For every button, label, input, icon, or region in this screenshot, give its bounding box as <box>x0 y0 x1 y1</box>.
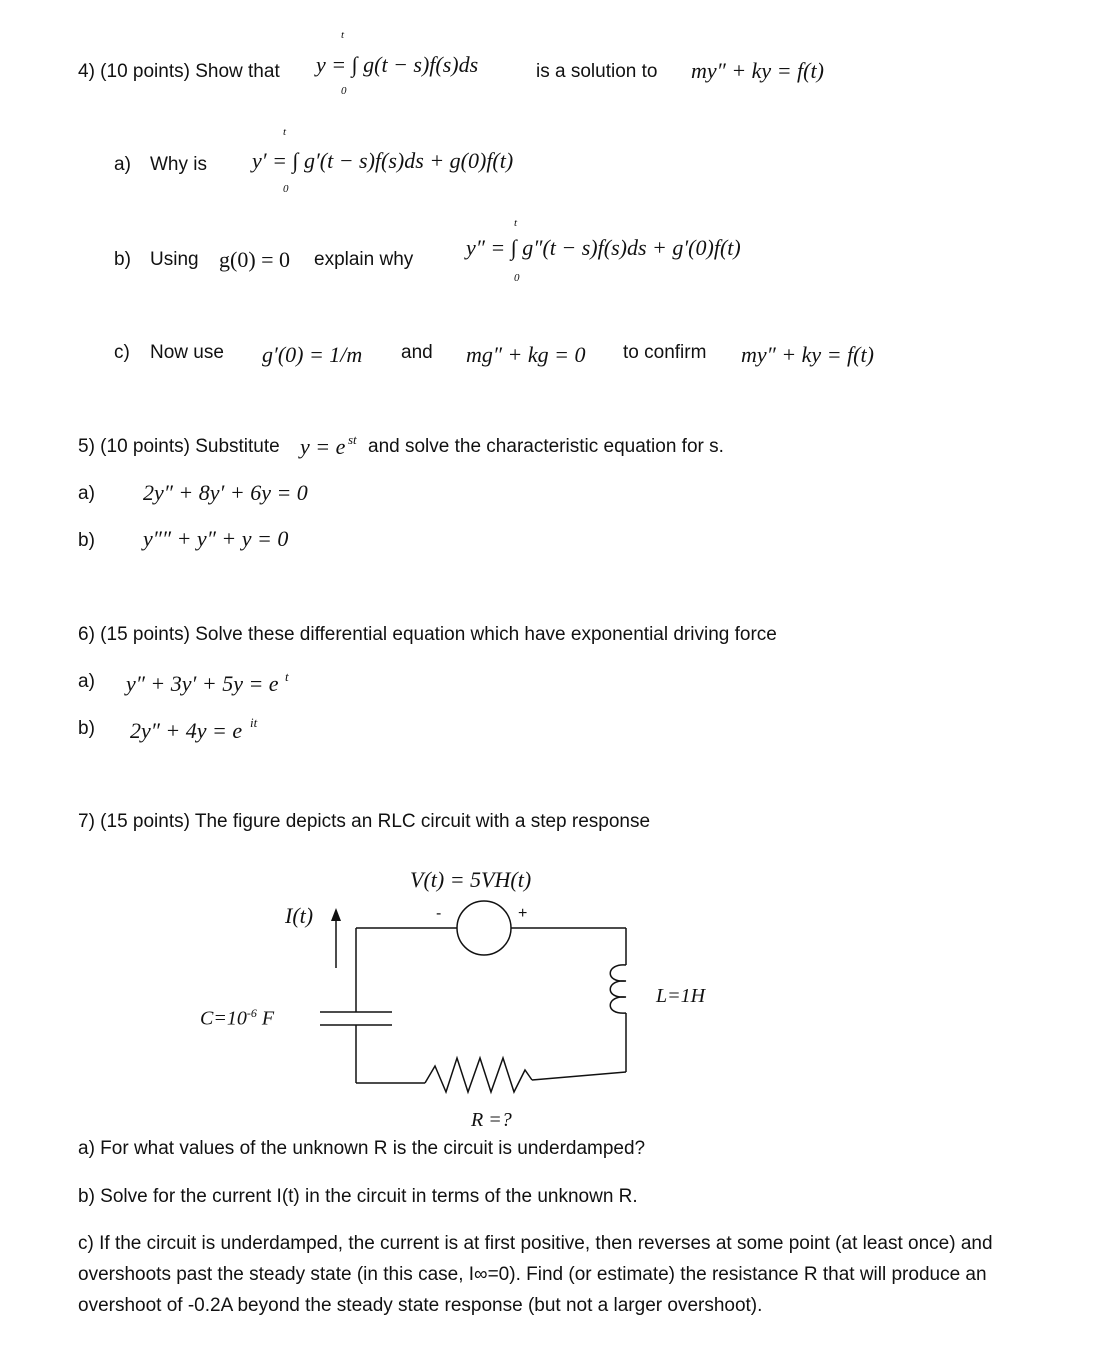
q5b-label: b) <box>78 530 95 551</box>
q4b-equation: y″ = ∫ g″(t − s)f(s)ds + g′(0)f(t) <box>466 235 741 260</box>
q7b-text: b) Solve for the current I(t) in the circuit in terms of the unknown R. <box>78 1186 638 1207</box>
q4a-integral-lower: 0 <box>283 183 289 195</box>
wire-bottom-right <box>532 1072 626 1080</box>
q5-label-pre: 5) (10 points) Substitute <box>78 436 280 457</box>
q6-label: 6) (15 points) Solve these differential equation which have exponential driving force <box>78 624 777 645</box>
q4-integral-lower: 0 <box>341 85 347 97</box>
q5a-equation: 2y″ + 8y′ + 6y = 0 <box>143 480 308 505</box>
circuit-minus-label: - <box>436 905 442 922</box>
voltage-source <box>457 901 511 955</box>
q7-label: 7) (15 points) The figure depicts an RLC circuit with a step response <box>78 811 651 832</box>
q4a-text: Why is <box>150 154 207 175</box>
q5a-label: a) <box>78 483 95 504</box>
q4-integral-equation: y = ∫ g(t − s)f(s)ds <box>316 52 479 77</box>
q4c-confirm: to confirm <box>623 342 707 363</box>
q4c-and: and <box>401 342 433 363</box>
q4b-text: Using <box>150 249 199 270</box>
q4-target-equation: my″ + ky = f(t) <box>691 58 824 83</box>
resistor-label: R =? <box>471 1109 512 1131</box>
q5-substitution: y = e <box>300 434 346 459</box>
q4c-eq3: my″ + ky = f(t) <box>741 342 874 367</box>
resistor <box>425 1058 532 1092</box>
q7a-text: a) For what values of the unknown R is the circuit is underdamped? <box>78 1138 646 1159</box>
q5b-equation: y″″ + y″ + y = 0 <box>143 526 289 551</box>
q6b-equation: 2y″ + 4y = e <box>130 718 243 743</box>
q6a-label: a) <box>78 671 95 692</box>
capacitor-label-base: C=10 <box>200 1007 247 1030</box>
inductor <box>610 965 626 1013</box>
q6b-exponent: it <box>250 715 258 730</box>
circuit-plus-label: + <box>518 905 528 922</box>
capacitor-label-exponent: -6 <box>246 1006 257 1020</box>
q6b-label: b) <box>78 718 95 739</box>
q4c-text: Now use <box>150 342 224 363</box>
q4-label: 4) (10 points) Show that <box>78 61 280 82</box>
q6a-exponent: t <box>285 669 289 684</box>
circuit-voltage-label: V(t) = 5VH(t) <box>410 867 532 892</box>
q4b-condition: g(0) = 0 <box>219 247 291 272</box>
capacitor-label-unit: F <box>261 1007 275 1030</box>
q4a-equation: y′ = ∫ g′(t − s)f(s)ds + g(0)f(t) <box>252 148 514 173</box>
q4b-integral-lower: 0 <box>514 272 520 284</box>
circuit-current-label: I(t) <box>285 903 314 928</box>
q4-mid-text: is a solution to <box>536 61 658 82</box>
q4c-label: c) <box>114 342 130 363</box>
q5-exponent: st <box>348 432 357 447</box>
q4c-eq2: mg″ + kg = 0 <box>466 342 586 367</box>
q4b-integral-upper: t <box>514 217 518 229</box>
q4c-eq1: g′(0) = 1/m <box>262 342 363 367</box>
q5-label-post: and solve the characteristic equation for s. <box>368 436 724 457</box>
q4-integral-upper: t <box>341 29 345 41</box>
current-arrow-head <box>331 908 341 921</box>
q6a-equation: y″ + 3y′ + 5y = e <box>126 671 279 696</box>
inductor-label: L=1H <box>656 985 706 1007</box>
q4a-integral-upper: t <box>283 126 287 138</box>
q4b-label: b) <box>114 249 131 270</box>
q7c-text: c) If the circuit is underdamped, the current is at first positive, then reverses at some point (at least once) and overshoots past the steady state (in this case, I∞=0). Find (or estimate) the resistance R that will produce an overshoot of -0.2A beyond the steady state response (but not a larger overshoot). <box>78 1233 993 1316</box>
q4a-label: a) <box>114 154 131 175</box>
q4b-text2: explain why <box>314 249 414 270</box>
